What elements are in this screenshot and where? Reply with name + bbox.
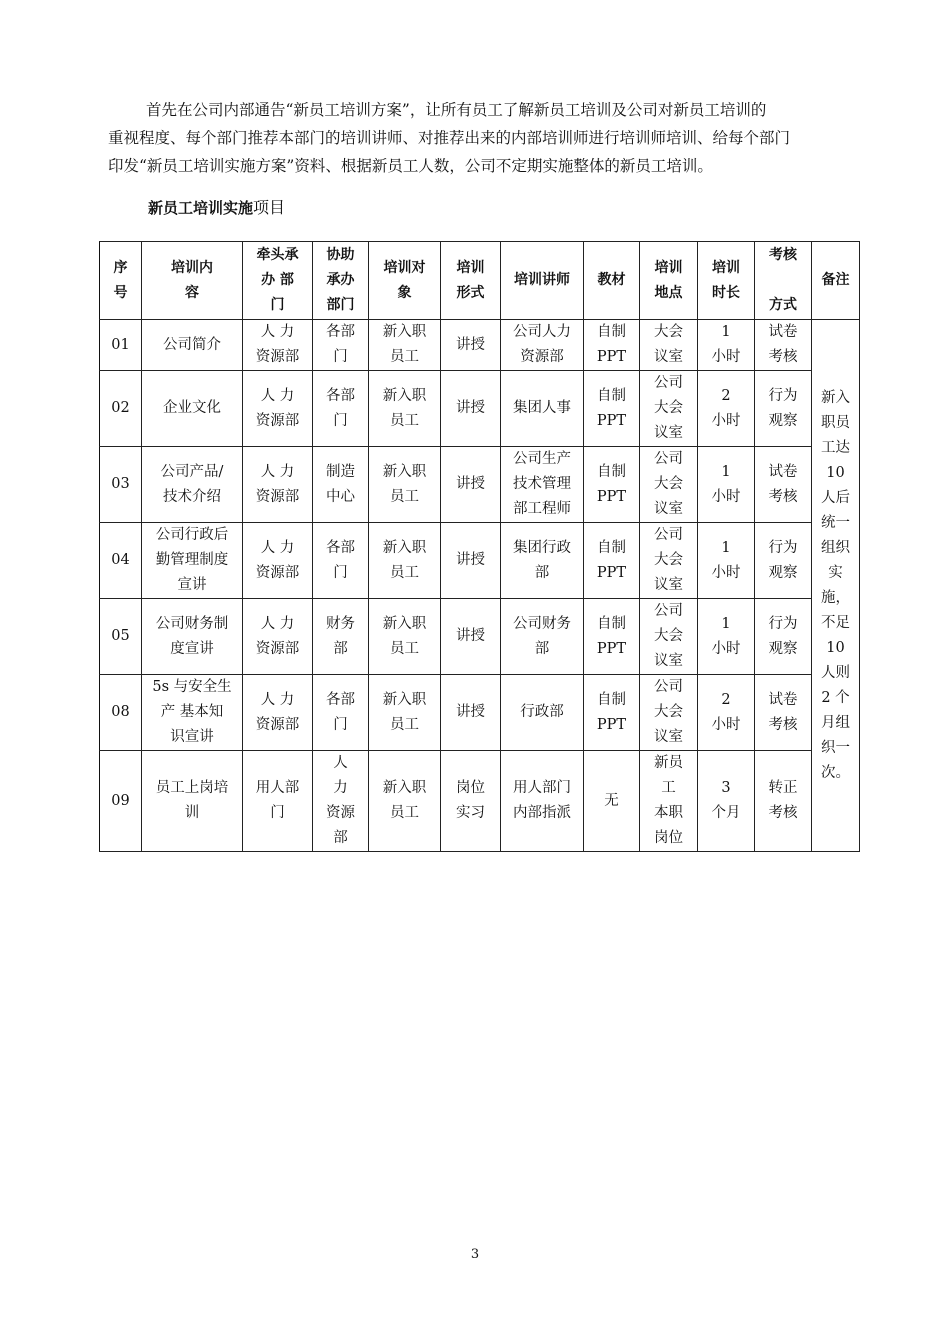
table-cell: 转正 考核 [755, 751, 812, 852]
table-cell: 用人部 门 [243, 751, 313, 852]
table-cell: 讲授 [441, 371, 501, 447]
table-cell: 企业文化 [142, 371, 243, 447]
table-cell: 公司产品/ 技术介绍 [142, 447, 243, 523]
table-cell: 公司 大会 议室 [640, 675, 698, 751]
table-cell: 各部 门 [313, 523, 369, 599]
table-cell: 公司 大会 议室 [640, 447, 698, 523]
table-cell: 新入职 员工 [369, 675, 441, 751]
table-cell: 无 [584, 751, 640, 852]
table-cell: 大会 议室 [640, 320, 698, 371]
table-cell: 公司财务 部 [501, 599, 584, 675]
table-cell: 1 小时 [698, 523, 755, 599]
table-cell: 1 小时 [698, 599, 755, 675]
table-cell: 员工上岗培 训 [142, 751, 243, 852]
table-cell: 岗位 实习 [441, 751, 501, 852]
header-cell: 培训 时长 [698, 242, 755, 320]
table-cell: 讲授 [441, 675, 501, 751]
table-header-row [100, 242, 860, 320]
table-cell: 各部 门 [313, 675, 369, 751]
table-cell: 自制 PPT [584, 523, 640, 599]
table-cell: 公司简介 [142, 320, 243, 371]
table-cell: 新入职 员工 [369, 599, 441, 675]
table-cell: 各部 门 [313, 320, 369, 371]
training-table [99, 241, 860, 852]
table-cell: 新入职 员工 [369, 371, 441, 447]
table-cell: 集团人事 [501, 371, 584, 447]
table-cell: 各部 门 [313, 371, 369, 447]
intro-line-2: 重视程度、每个部门推荐本部门的培训讲师、对推荐出来的内部培训师进行培训师培训、给每个部门 [108, 129, 791, 147]
table-cell: 09 [100, 751, 142, 852]
table-cell: 自制 PPT [584, 675, 640, 751]
table-row [100, 675, 860, 751]
table-cell: 1 小时 [698, 320, 755, 371]
table-cell: 05 [100, 599, 142, 675]
table-cell: 公司人力 资源部 [501, 320, 584, 371]
page-number: 3 [470, 1247, 480, 1262]
table-cell: 人 力 资源部 [243, 447, 313, 523]
remarks-cell: 新入 职员 工达 10 人后 统一 组织 实 施， 不足 10 人则 2 个 月组 织一 次。 [812, 320, 860, 852]
table-cell: 制造 中心 [313, 447, 369, 523]
header-cell: 培训内 容 [142, 242, 243, 320]
table-cell: 行为 观察 [755, 523, 812, 599]
table-cell: 自制 PPT [584, 320, 640, 371]
table-cell: 人 力 资源部 [243, 320, 313, 371]
table-cell: 公司 大会 议室 [640, 599, 698, 675]
table-cell: 讲授 [441, 523, 501, 599]
table-cell: 财务 部 [313, 599, 369, 675]
table-cell: 1 小时 [698, 447, 755, 523]
table-cell: 新员 工 本职 岗位 [640, 751, 698, 852]
table-caption [148, 196, 285, 220]
header-cell: 教材 [584, 242, 640, 320]
table-cell: 5s 与安全生 产 基本知 识宣讲 [142, 675, 243, 751]
table-cell: 讲授 [441, 320, 501, 371]
table-cell: 新入职 员工 [369, 751, 441, 852]
table-cell: 新入职 员工 [369, 320, 441, 371]
table-cell: 新入职 员工 [369, 523, 441, 599]
table-cell: 集团行政 部 [501, 523, 584, 599]
table-cell: 讲授 [441, 599, 501, 675]
header-cell: 培训对 象 [369, 242, 441, 320]
table-row [100, 371, 860, 447]
caption-normal: 项目 [253, 198, 286, 217]
header-cell: 培训讲师 [501, 242, 584, 320]
header-cell: 培训 形式 [441, 242, 501, 320]
table-cell: 01 [100, 320, 142, 371]
table-cell: 04 [100, 523, 142, 599]
table-cell: 自制 PPT [584, 371, 640, 447]
intro-paragraph [108, 96, 848, 180]
header-cell: 协助 承办 部门 [313, 242, 369, 320]
table-row [100, 320, 860, 371]
table-row [100, 447, 860, 523]
table-cell: 3 个月 [698, 751, 755, 852]
table-cell: 用人部门 内部指派 [501, 751, 584, 852]
header-cell: 培训 地点 [640, 242, 698, 320]
table-cell: 公司 大会 议室 [640, 523, 698, 599]
table-cell: 2 小时 [698, 675, 755, 751]
table-cell: 08 [100, 675, 142, 751]
table-cell: 自制 PPT [584, 447, 640, 523]
table-cell: 试卷 考核 [755, 447, 812, 523]
header-cell: 备注 [812, 242, 860, 320]
table-cell: 新入职 员工 [369, 447, 441, 523]
table-cell: 讲授 [441, 447, 501, 523]
table-row [100, 523, 860, 599]
header-cell: 考核 方式 [755, 242, 812, 320]
table-cell: 自制 PPT [584, 599, 640, 675]
table-cell: 行为 观察 [755, 371, 812, 447]
table-cell: 人 力 资源部 [243, 523, 313, 599]
table-cell: 人 力 资源部 [243, 675, 313, 751]
table-cell: 公司生产 技术管理 部工程师 [501, 447, 584, 523]
table-cell: 行为 观察 [755, 599, 812, 675]
table-cell: 公司行政后 勤管理制度 宣讲 [142, 523, 243, 599]
table-cell: 人 力 资源部 [243, 371, 313, 447]
table-cell: 人 力 资源 部 [313, 751, 369, 852]
intro-line-3: 印发“新员工培训实施方案”资料、根据新员工人数，公司不定期实施整体的新员工培训。 [108, 157, 713, 175]
table-cell: 人 力 资源部 [243, 599, 313, 675]
table-cell: 公司 大会 议室 [640, 371, 698, 447]
caption-bold: 新员工培训实施 [148, 199, 254, 217]
table-cell: 2 小时 [698, 371, 755, 447]
table-cell: 行政部 [501, 675, 584, 751]
table-cell: 公司财务制 度宣讲 [142, 599, 243, 675]
table-cell: 02 [100, 371, 142, 447]
table-cell: 试卷 考核 [755, 675, 812, 751]
header-cell: 牵头承 办 部 门 [243, 242, 313, 320]
intro-line-1: 首先在公司内部通告“新员工培训方案”，让所有员工了解新员工培训及公司对新员工培训的 [146, 101, 767, 119]
table-cell: 03 [100, 447, 142, 523]
table-cell: 试卷 考核 [755, 320, 812, 371]
table-row [100, 599, 860, 675]
table-row [100, 751, 860, 852]
header-cell: 序 号 [100, 242, 142, 320]
